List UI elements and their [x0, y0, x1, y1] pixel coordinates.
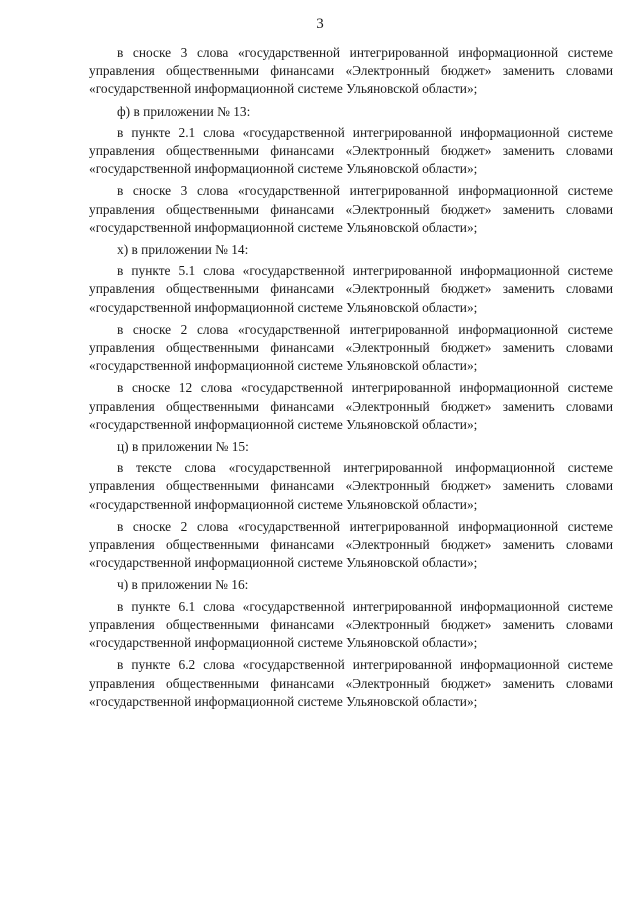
- paragraph: в пункте 5.1 слова «государственной интегрированной информационной системе управления общественными финансами «Электронный бюджет» заменить словами «государственной информационной системе Ульяновской области»;: [89, 263, 613, 315]
- paragraph: в сноске 2 слова «государственной интегрированной информационной системе управления общественными финансами «Электронный бюджет» заменить словами «государственной информационной системе Ульяновской области»;: [89, 321, 613, 374]
- document-body: [89, 44, 613, 715]
- section-heading: х) в приложении № 14:: [117, 242, 249, 258]
- section-heading: ч) в приложении № 16:: [117, 577, 249, 593]
- paragraph: в сноске 3 слова «государственной интегрированной информационной системе управления общественными финансами «Электронный бюджет» заменить словами «государственной информационной системе Ульяновской области»;: [89, 45, 613, 97]
- page-number: 3: [316, 16, 324, 32]
- paragraph: в пункте 6.2 слова «государственной интегрированной информационной системе управления общественными финансами «Электронный бюджет» заменить словами «государственной информационной системе Ульяновской области»;: [89, 657, 613, 709]
- paragraph: в сноске 12 слова «государственной интегрированной информационной системе управления общественными финансами «Электронный бюджет» заменить словами «государственной информационной системе Ульяновской области»;: [89, 380, 613, 432]
- section-heading: ц) в приложении № 15:: [117, 439, 249, 455]
- paragraph: в сноске 3 слова «государственной интегрированной информационной системе управления общественными финансами «Электронный бюджет» заменить словами «государственной информационной системе Ульяновской области»;: [89, 183, 613, 235]
- paragraph: в тексте слова «государственной интегрированной информационной системе управления общественными финансами «Электронный бюджет» заменить словами «государственной информационной системе Ульяновской области»;: [89, 460, 613, 512]
- section-heading: ф) в приложении № 13:: [117, 103, 251, 119]
- paragraph: в пункте 2.1 слова «государственной интегрированной информационной системе управления общественными финансами «Электронный бюджет» заменить словами «государственной информационной системе Ульяновской области»;: [89, 124, 613, 177]
- paragraph: в пункте 6.1 слова «государственной интегрированной информационной системе управления общественными финансами «Электронный бюджет» заменить словами «государственной информационной системе Ульяновской области»;: [89, 598, 613, 651]
- paragraph: в сноске 2 слова «государственной интегрированной информационной системе управления общественными финансами «Электронный бюджет» заменить словами «государственной информационной системе Ульяновской области»;: [89, 518, 613, 571]
